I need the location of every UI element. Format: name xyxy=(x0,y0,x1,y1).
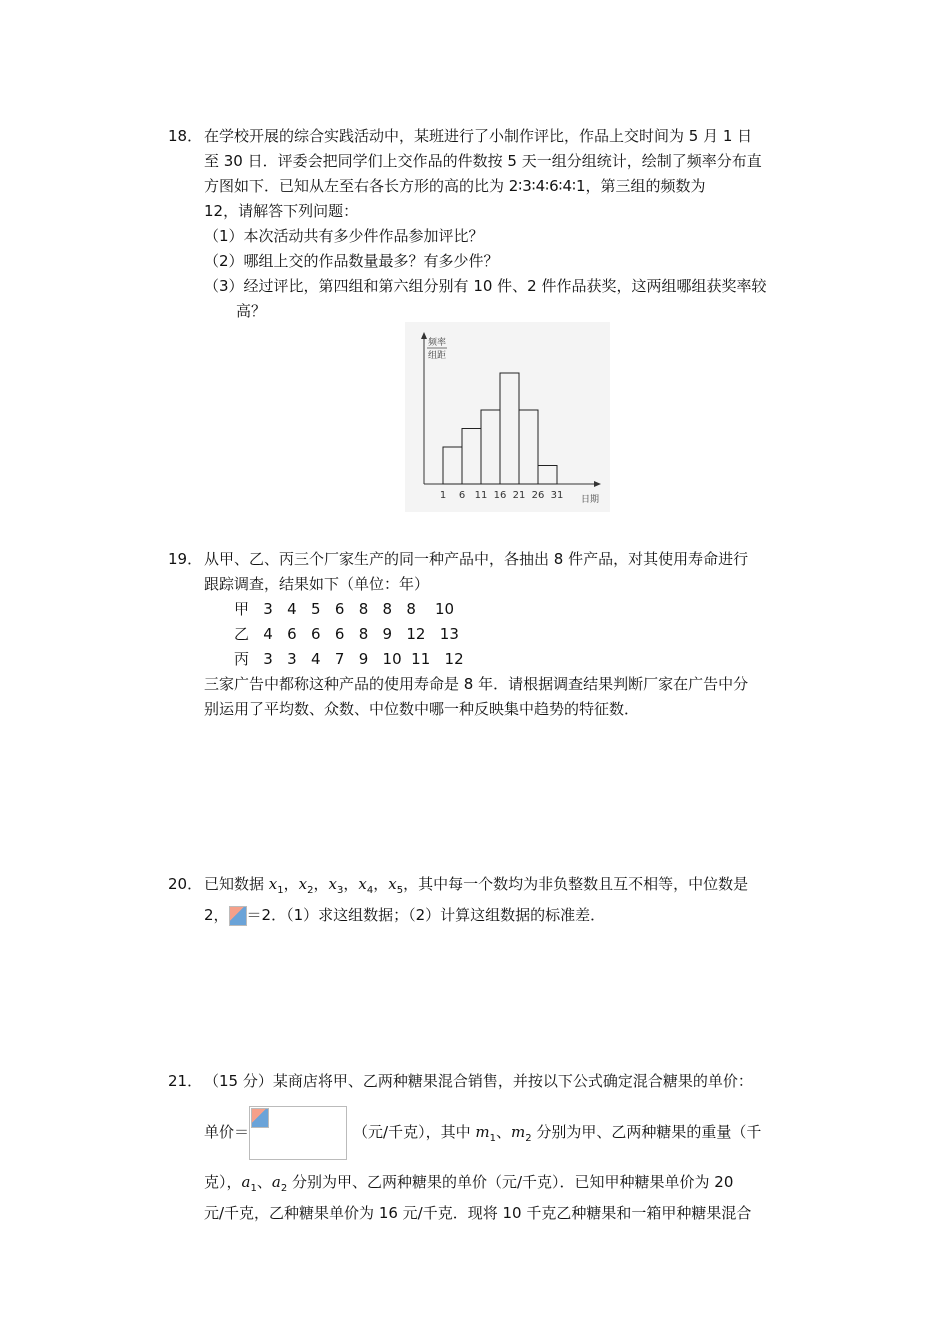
subscript: 4 xyxy=(366,885,374,896)
subscript: 1 xyxy=(277,885,284,896)
formula-image-frame xyxy=(249,1106,347,1160)
q21-after-m: 分别为甲、乙两种糖果的重量（千 xyxy=(531,1123,762,1141)
q18-line4: 12，请解答下列问题： xyxy=(204,202,359,220)
var-m: m xyxy=(475,1123,490,1141)
question-19 xyxy=(168,547,818,722)
separator: ， xyxy=(283,875,299,893)
q18-sub2: （2）哪组上交的作品数量最多？有多少件？ xyxy=(204,252,499,270)
subscript: 1 xyxy=(489,1133,496,1144)
subscript: 3 xyxy=(336,885,344,896)
q18-sub1: （1）本次活动共有多少件作品参加评比？ xyxy=(204,227,484,245)
var-a: a xyxy=(241,1173,251,1191)
question-number: 21． xyxy=(168,1072,203,1090)
subscript: 2 xyxy=(525,1133,532,1144)
q20-line2: ＝2．（1）求这组数据；（2）计算这组数据的标准差． xyxy=(246,906,606,924)
broken-image-icon xyxy=(229,906,247,926)
x-tick-label: 31 xyxy=(550,490,564,501)
q21-line3b: 分别为甲、乙两种糖果的单价（元/千克）．已知甲种糖果单价为 20 xyxy=(287,1173,734,1191)
q19-line4: 别运用了平均数、众数、中位数中哪一种反映集中趋势的特征数． xyxy=(204,700,640,718)
frequency-histogram xyxy=(405,322,610,512)
data-row-jia: 甲 3 4 5 6 8 8 8 10 xyxy=(234,600,455,618)
q20-median-value: 2， xyxy=(204,906,229,924)
var-m: m xyxy=(510,1123,526,1141)
subscript: 2 xyxy=(280,1183,288,1194)
data-row-yi: 乙 4 6 6 6 8 9 12 13 xyxy=(234,625,459,643)
y-label-top: 频率 xyxy=(428,338,447,348)
var-x: x xyxy=(358,875,367,893)
x-tick-label: 26 xyxy=(531,490,545,501)
q18-line2: 至 30 日．评委会把同学们上交作品的件数按 5 天一组分组统计，绘制了频率分布直 xyxy=(204,152,762,170)
separator: 、 xyxy=(495,1123,511,1141)
var-x: x xyxy=(268,875,278,893)
question-number: 18． xyxy=(168,127,203,145)
question-21 xyxy=(168,1069,818,1226)
separator: ， xyxy=(343,875,359,893)
x-tick-label: 1 xyxy=(439,490,447,501)
q19-line2: 跟踪调查，结果如下（单位：年） xyxy=(204,575,430,593)
q21-line1: （15 分）某商店将甲、乙两种糖果混合销售，并按以下公式确定混合糖果的单价： xyxy=(204,1072,753,1090)
x-tick-label: 6 xyxy=(458,490,466,501)
x-tick-label: 11 xyxy=(474,490,488,501)
separator: ， xyxy=(373,875,389,893)
y-label-bottom: 组距 xyxy=(428,351,447,361)
separator: 、 xyxy=(256,1173,272,1191)
unit-text: （元/千克），其中 xyxy=(353,1123,476,1141)
var-x: x xyxy=(298,875,308,893)
q20-pre: 已知数据 xyxy=(204,875,269,893)
x-tick-label: 21 xyxy=(512,490,526,501)
question-18 xyxy=(168,124,818,324)
question-number: 19． xyxy=(168,550,203,568)
subscript: 2 xyxy=(307,885,314,896)
question-20 xyxy=(168,872,818,928)
var-a: a xyxy=(271,1173,281,1191)
price-label: 单价＝ xyxy=(204,1123,250,1141)
q18-sub3b: 高？ xyxy=(236,302,267,320)
q21-line4: 元/千克，乙种糖果单价为 16 元/千克．现将 10 千克乙种糖果和一箱甲种糖果混合 xyxy=(204,1204,752,1222)
q20-post: ，其中每一个数均为非负整数且互不相等，中位数是 xyxy=(403,875,749,893)
q19-line1: 从甲、乙、丙三个厂家生产的同一种产品中，各抽出 8 件产品，对其使用寿命进行 xyxy=(204,550,749,568)
q18-line1: 在学校开展的综合实践活动中，某班进行了小制作评比，作品上交时间为 5 月 1 日 xyxy=(204,127,753,145)
q18-sub3a: （3）经过评比，第四组和第六组分别有 10 件、2 件作品获奖，这两组哪组获奖率较 xyxy=(204,277,767,295)
subscript: 5 xyxy=(396,885,404,896)
separator: ， xyxy=(313,875,329,893)
q19-line3: 三家广告中都称这种产品的使用寿命是 8 年．请根据调查结果判断厂家在广告中分 xyxy=(204,675,749,693)
var-x: x xyxy=(388,875,397,893)
data-row-bing: 丙 3 3 4 7 9 10 11 12 xyxy=(234,650,464,668)
q18-line3: 方图如下．已知从左至右各长方形的高的比为 2∶3∶4∶6∶4∶1，第三组的频数为 xyxy=(204,177,706,195)
subscript: 1 xyxy=(250,1183,257,1194)
x-axis-label: 日期 xyxy=(581,495,600,505)
var-x: x xyxy=(328,875,337,893)
x-tick-label: 16 xyxy=(493,490,507,501)
q21-line3a: 克）， xyxy=(204,1173,242,1191)
question-number: 20． xyxy=(168,875,203,893)
broken-image-icon xyxy=(251,1108,269,1128)
